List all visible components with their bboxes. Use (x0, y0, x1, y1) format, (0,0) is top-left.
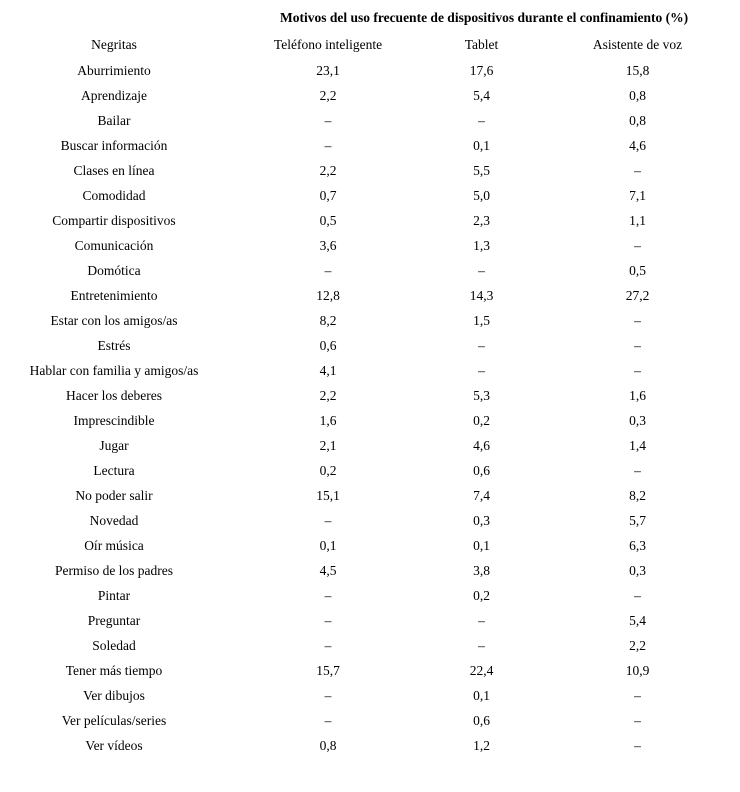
cell-value: 2,3 (473, 212, 490, 228)
column-header-telefono: Teléfono inteligente (273, 37, 383, 52)
table-row (0, 458, 740, 483)
cell-value: 0,3 (473, 512, 490, 528)
cell-value: 27,2 (625, 287, 650, 303)
cell-value: 7,4 (473, 487, 490, 503)
cell-value: – (324, 112, 332, 128)
row-label: Estrés (97, 337, 131, 353)
cell-value: 1,1 (629, 212, 646, 228)
table-row (0, 133, 740, 158)
column-header-asistente: Asistente de voz (592, 37, 683, 52)
table-row (0, 58, 740, 83)
cell-value: 1,3 (473, 237, 490, 253)
row-label: Pintar (97, 587, 131, 603)
table-row (0, 308, 740, 333)
cell-value: 0,3 (629, 562, 646, 578)
row-label: Ver vídeos (85, 737, 143, 753)
cell-value: 1,2 (473, 737, 490, 753)
header-row (0, 32, 740, 58)
row-label: Preguntar (87, 612, 141, 628)
column-header-negritas: Negritas (91, 37, 137, 52)
cell-value: 5,4 (629, 612, 646, 628)
cell-value: 0,8 (319, 737, 337, 753)
table-row (0, 258, 740, 283)
cell-value: 0,5 (629, 262, 646, 278)
cell-value: 23,1 (316, 62, 340, 78)
cell-value: – (478, 637, 485, 653)
row-label: Estar con los amigos/as (50, 312, 178, 328)
table-row (0, 483, 740, 508)
cell-value: 1,4 (629, 437, 646, 453)
cell-value: 8,2 (319, 312, 337, 328)
row-label: Ver películas/series (61, 712, 167, 728)
cell-value: – (324, 137, 332, 153)
cell-value: – (634, 712, 641, 728)
cell-value: – (478, 262, 485, 278)
row-label: Entretenimiento (70, 287, 158, 303)
table-row (0, 583, 740, 608)
cell-value: – (478, 362, 485, 378)
table-row (0, 383, 740, 408)
cell-value: 1,6 (629, 387, 646, 403)
cell-value: 5,5 (473, 162, 490, 178)
cell-value: – (324, 687, 332, 703)
cell-value: 0,8 (629, 112, 646, 128)
row-label: Aburrimiento (77, 62, 151, 78)
table-row (0, 558, 740, 583)
cell-value: 1,6 (319, 412, 337, 428)
table-row (0, 333, 740, 358)
cell-value: 0,1 (473, 687, 490, 703)
cell-value: 6,3 (629, 537, 646, 553)
title-row (0, 4, 740, 32)
cell-value: – (634, 462, 641, 478)
table-row (0, 733, 740, 758)
cell-value: 15,1 (316, 487, 340, 503)
table-title: Motivos del uso frecuente de dispositivos durante el confinamiento (%) (279, 10, 689, 25)
cell-value: – (324, 637, 332, 653)
row-label: Buscar información (60, 137, 168, 153)
table-row (0, 358, 740, 383)
table-row (0, 508, 740, 533)
cell-value: 0,2 (473, 587, 490, 603)
cell-value: 2,2 (319, 387, 337, 403)
table-row (0, 408, 740, 433)
cell-value: 4,5 (319, 562, 337, 578)
cell-value: 4,1 (319, 362, 337, 378)
table-row (0, 633, 740, 658)
cell-value: 0,2 (473, 412, 490, 428)
cell-value: 2,2 (319, 87, 337, 103)
cell-value: – (324, 712, 332, 728)
table-row (0, 683, 740, 708)
cell-value: 1,5 (473, 312, 490, 328)
row-label: Hacer los deberes (66, 387, 162, 403)
cell-value: 3,8 (473, 562, 490, 578)
row-label: Bailar (97, 112, 131, 128)
cell-value: – (634, 737, 641, 753)
row-label: Comodidad (82, 187, 146, 203)
row-label: Hablar con familia y amigos/as (29, 362, 199, 378)
cell-value: 2,1 (319, 437, 337, 453)
cell-value: – (634, 237, 641, 253)
row-label: Domótica (87, 262, 141, 278)
cell-value: 15,8 (625, 62, 650, 78)
cell-value: 8,2 (629, 487, 646, 503)
row-label: Compartir dispositivos (52, 212, 176, 228)
table-row (0, 108, 740, 133)
cell-value: – (634, 687, 641, 703)
cell-value: 2,2 (629, 637, 646, 653)
row-label: Soledad (92, 637, 136, 653)
cell-value: – (634, 337, 641, 353)
cell-value: 15,7 (316, 662, 340, 678)
cell-value: – (324, 262, 332, 278)
cell-value: 0,3 (629, 412, 646, 428)
table-row (0, 208, 740, 233)
table-row (0, 608, 740, 633)
table-row (0, 283, 740, 308)
cell-value: 22,4 (469, 662, 494, 678)
cell-value: – (324, 587, 332, 603)
cell-value: 0,6 (473, 712, 490, 728)
row-label: Lectura (93, 462, 135, 478)
cell-value: 5,3 (473, 387, 490, 403)
table-row (0, 83, 740, 108)
table-row (0, 533, 740, 558)
cell-value: 0,6 (319, 337, 337, 353)
cell-value: 10,9 (625, 662, 650, 678)
row-label: Ver dibujos (83, 687, 145, 703)
cell-value: – (324, 512, 332, 528)
table-row (0, 658, 740, 683)
cell-value: 0,7 (319, 187, 337, 203)
cell-value: 0,5 (319, 212, 337, 228)
row-label: Permiso de los padres (54, 562, 174, 578)
row-label: Clases en línea (73, 162, 155, 178)
table-row (0, 158, 740, 183)
row-label: Aprendizaje (81, 87, 147, 103)
cell-value: – (634, 587, 641, 603)
row-label: Imprescindible (73, 412, 155, 428)
table-body (0, 58, 740, 758)
cell-value: 0,2 (319, 462, 337, 478)
row-label: No poder salir (75, 487, 153, 503)
row-label: Oír música (84, 537, 144, 553)
cell-value: 17,6 (469, 62, 494, 78)
cell-value: – (478, 612, 485, 628)
cell-value: 0,1 (473, 537, 490, 553)
cell-value: 0,1 (319, 537, 337, 553)
row-label: Comunicación (74, 237, 154, 253)
cell-value: 12,8 (316, 287, 340, 303)
cell-value: 5,0 (473, 187, 490, 203)
cell-value: 0,8 (629, 87, 646, 103)
table-row (0, 433, 740, 458)
cell-value: – (634, 312, 641, 328)
cell-value: 7,1 (629, 187, 646, 203)
cell-value: 0,6 (473, 462, 490, 478)
motives-table (0, 4, 740, 758)
cell-value: – (324, 612, 332, 628)
cell-value: 5,7 (629, 512, 646, 528)
cell-value: 0,1 (473, 137, 490, 153)
cell-value: 3,6 (319, 237, 337, 253)
cell-value: 14,3 (469, 287, 494, 303)
cell-value: 4,6 (629, 137, 646, 153)
row-label: Tener más tiempo (65, 662, 163, 678)
cell-value: – (634, 162, 641, 178)
cell-value: 4,6 (473, 437, 490, 453)
cell-value: 5,4 (473, 87, 490, 103)
cell-value: – (478, 337, 485, 353)
table-row (0, 233, 740, 258)
table-row (0, 708, 740, 733)
cell-value: 2,2 (319, 162, 337, 178)
cell-value: – (478, 112, 485, 128)
row-label: Jugar (99, 437, 129, 453)
title-spacer (0, 4, 228, 32)
row-label: Novedad (89, 512, 139, 528)
cell-value: – (634, 362, 641, 378)
column-header-tablet: Tablet (464, 37, 499, 52)
table-row (0, 183, 740, 208)
